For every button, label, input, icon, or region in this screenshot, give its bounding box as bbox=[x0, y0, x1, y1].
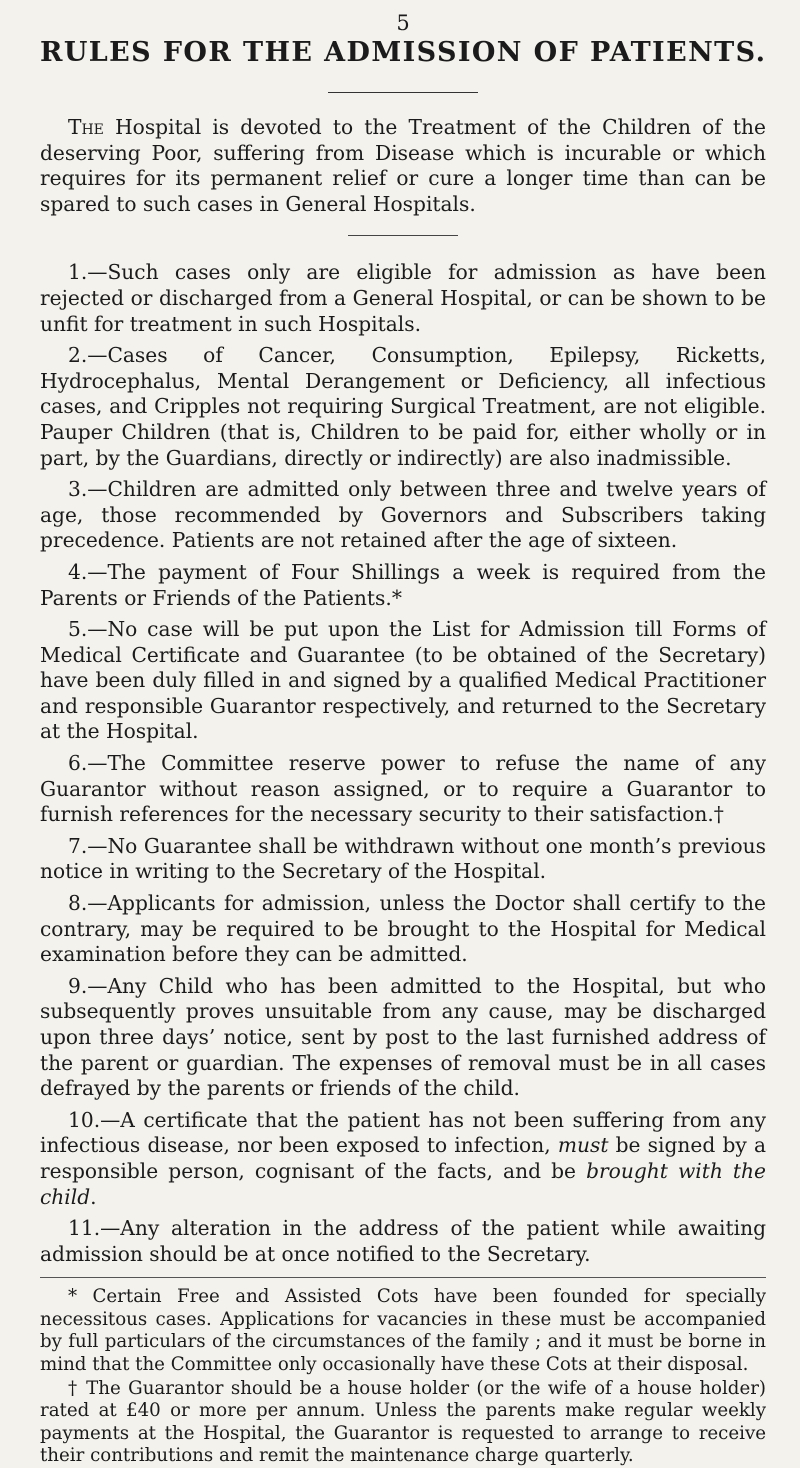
rule-9: 9.—Any Child who has been admitted to the Hospital, but who subsequently proves unsuitable from any cause, may be discharged upon three days’ notice, sent by post to the last furnished address of the parent or guardian. The expenses of removal must be in all cases defrayed by the parents or friends of the child. bbox=[40, 973, 766, 1101]
rule-8: 8.—Applicants for admission, unless the Doctor shall certify to the contrary, may be required to be brought to the Hospital for Medical examination before they can be admitted. bbox=[40, 891, 766, 967]
rule-10-emphasis-brought: brought with the child bbox=[40, 1158, 766, 1209]
rule-3: 3.—Children are admitted only between three and twelve years of age, those recommended by Governors and Subscribers taking precedence. Patients are not retained after the age of sixteen. bbox=[40, 477, 766, 553]
title-divider bbox=[328, 92, 478, 93]
rule-11: 11.—Any alteration in the address of the patient while awaiting admission should be at once notified to the Secretary. bbox=[40, 1216, 766, 1266]
footnotes bbox=[40, 1277, 766, 1467]
rule-1: 1.—Such cases only are eligible for admission as have been rejected or discharged from a General Hospital, or can be shown to be unfit for treatment in such Hospitals. bbox=[40, 260, 766, 336]
intro-text: Hospital is devoted to the Treatment of the Children of the deserving Poor, suffering from Disease which is incurable or which requires for its permanent relief or cure a longer time than can be spared to such cases in General Hospitals. bbox=[40, 115, 766, 216]
rule-10-part-b: be signed by a responsible person, cognisant of the facts, and be bbox=[40, 1133, 766, 1183]
rule-5: 5.—No case will be put upon the List for Admission till Forms of Medical Certificate and Guarantee (to be obtained of the Secretary) have been duly filled in and signed by a qualified Medical Practitioner and responsible Guarantor respectively, and returned to the Secretary at the Hospital. bbox=[40, 617, 766, 744]
intro-divider bbox=[348, 235, 458, 236]
rule-7: 7.—No Guarantee shall be withdrawn without one month’s previous notice in writing to the Secretary of the Hospital. bbox=[40, 833, 766, 884]
rules-list bbox=[40, 260, 766, 1267]
rule-10-part-c: . bbox=[90, 1184, 97, 1209]
intro-lead-word: The bbox=[68, 115, 104, 139]
rule-10 bbox=[40, 1108, 766, 1210]
footnote-dagger: † The Guarantor should be a house holder (or the wife of a house holder) rated at £40 or more per annum. Unless the parents make regular weekly payments at the Hospital, the Guarantor is requested to arrange to receive their contributions and remit the maintenance charge quarterly. bbox=[40, 1377, 766, 1467]
intro-paragraph bbox=[40, 115, 766, 217]
page-number: 5 bbox=[396, 11, 410, 35]
rule-4: 4.—The payment of Four Shillings a week is required from the Parents or Friends of the Patients.* bbox=[40, 559, 766, 610]
rule-10-part-a: 10.—A certificate that the patient has not been suffering from any infectious disease, nor been exposed to infection, bbox=[40, 1107, 766, 1158]
rule-2: 2.—Cases of Cancer, Consumption, Epilepsy, Ricketts, Hydrocephalus, Mental Derangement or Deficiency, all infectious cases, and Cripples not requiring Surgical Treatment, are not eligible. Pauper Children (that is, Children to be paid for, either wholly or in part, by the Guardians, directly or indirectly) are also inadmissible. bbox=[40, 343, 766, 470]
rule-10-emphasis-must: must bbox=[557, 1133, 609, 1158]
rule-6: 6.—The Committee reserve power to refuse the name of any Guarantor without reason assigned, or to require a Guarantor to furnish references for the necessary security to their satisfaction.† bbox=[40, 751, 766, 827]
page-title: RULES FOR THE ADMISSION OF PATIENTS. bbox=[40, 37, 767, 68]
footnote-asterisk: * Certain Free and Assisted Cots have been founded for specially necessitous cases. Applications for vacancies in these must be accompanied by full particulars of the circumstances of the family ; and it must be borne in mind that the Committee only occasionally have these Cots at their disposal. bbox=[40, 1286, 766, 1375]
